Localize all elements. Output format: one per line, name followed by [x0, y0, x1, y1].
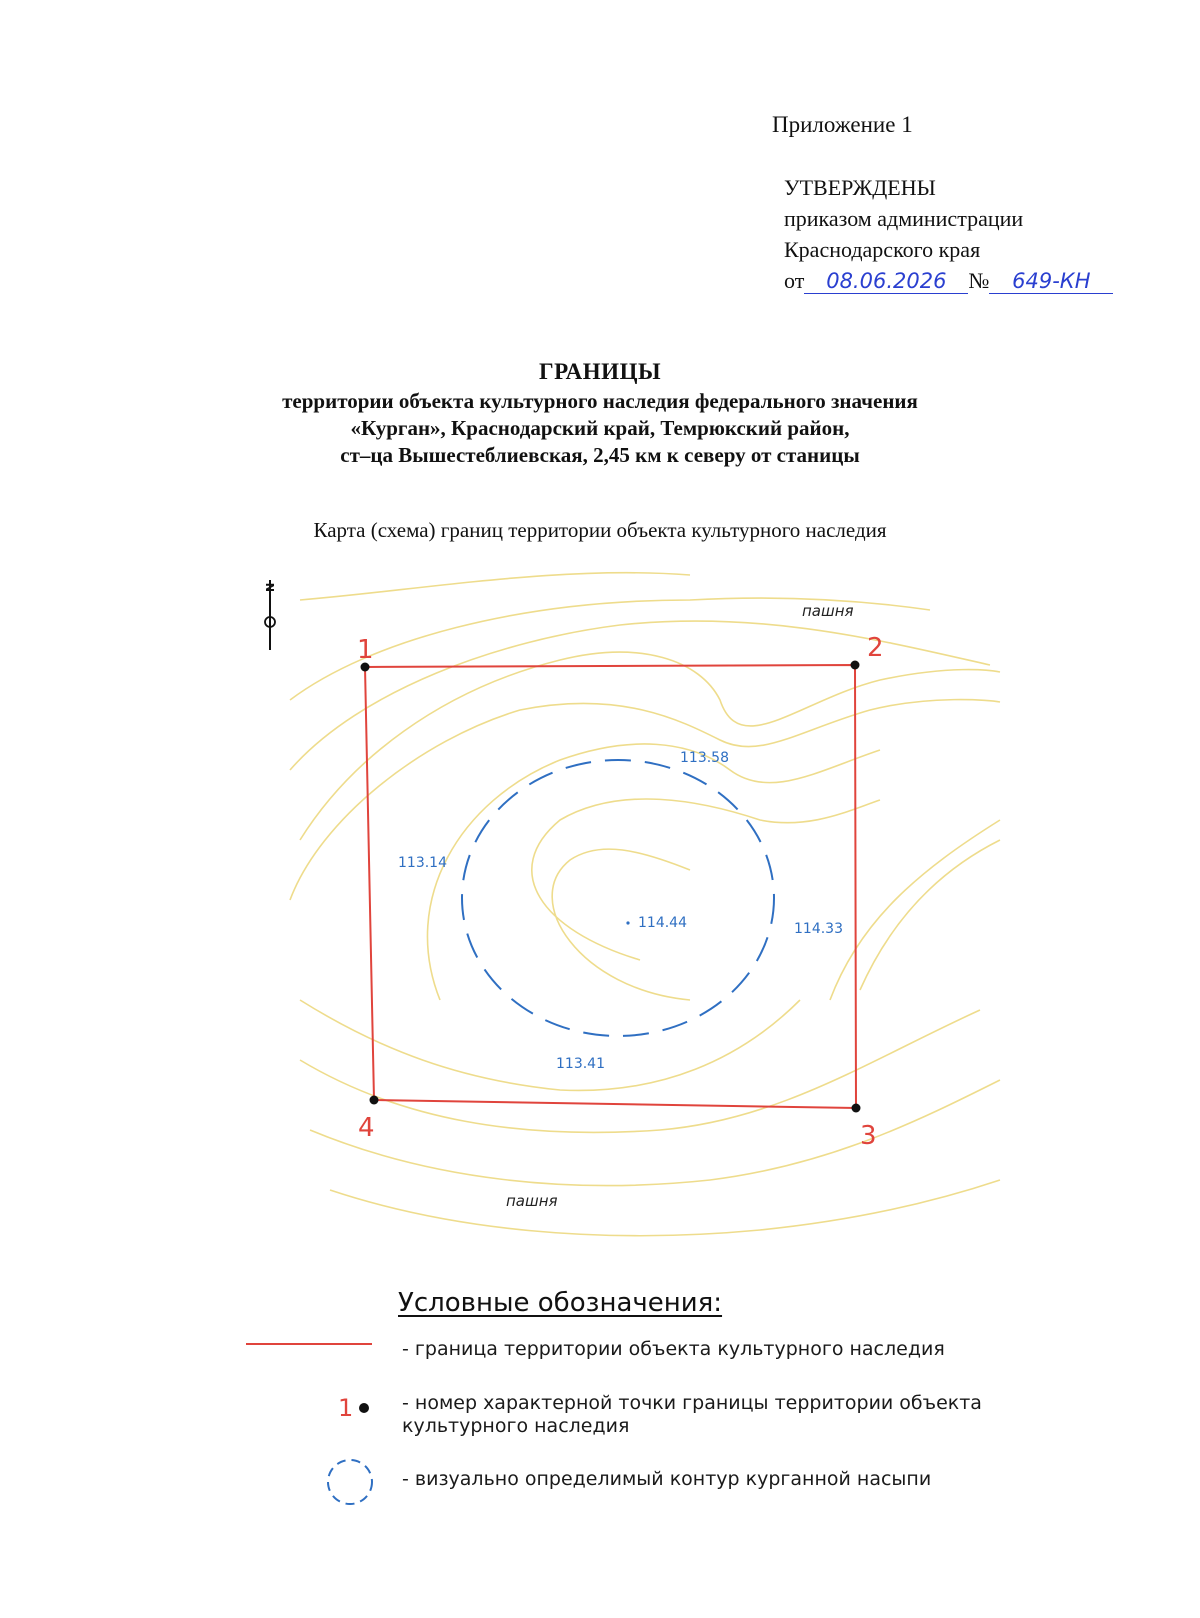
title-line-1: территории объекта культурного наследия федерального значения	[282, 389, 918, 413]
legend-mound-text: - визуально определимый контур курганной насыпи	[402, 1468, 932, 1490]
contour-lines	[290, 573, 1000, 1236]
field-label-bottom: пашня	[506, 1192, 558, 1210]
approved-label: УТВЕРЖДЕНЫ	[784, 175, 936, 200]
order-line: приказом администрации	[784, 206, 1024, 231]
number-sign: №	[968, 268, 990, 293]
boundary-point-3	[852, 1104, 861, 1113]
point-label-3: 3	[860, 1121, 877, 1151]
elevation-marks	[398, 750, 843, 1072]
elevation-center: 114.44	[638, 915, 687, 931]
legend-boundary-text: - граница территории объекта культурного наследия	[402, 1338, 945, 1360]
field-label-top: пашня	[802, 602, 854, 620]
north-letter: N	[264, 582, 277, 592]
legend-point-dot	[359, 1403, 369, 1413]
title-line-3: ст–ца Вышестеблиевская, 2,45 км к северу от станицы	[340, 443, 860, 467]
boundary-polygon	[365, 665, 856, 1108]
date-number-line	[784, 265, 1113, 296]
point-label-2: 2	[867, 633, 884, 663]
field-labels	[506, 602, 854, 1210]
boundary-point-2	[851, 661, 860, 670]
approval-block	[784, 172, 1113, 296]
legend-point-number: 1	[338, 1394, 354, 1422]
appendix-label: Приложение 1	[772, 112, 913, 137]
legend-heading: Условные обозначения:	[398, 1288, 723, 1318]
elevation-south: 113.41	[556, 1056, 605, 1072]
elevation-west: 113.14	[398, 855, 447, 871]
legend-mound-sample	[320, 1452, 380, 1512]
map-caption: Карта (схема) границ территории объекта культурного наследия	[313, 518, 887, 542]
elevation-north: 113.58	[680, 750, 729, 766]
date-prefix: от	[784, 268, 805, 293]
legend-point-text: - номер характерной точки границы территории объекта культурного наследия	[402, 1392, 982, 1437]
north-arrow	[264, 580, 277, 650]
point-label-4: 4	[358, 1113, 375, 1143]
document-title-block	[0, 356, 1200, 469]
title-line-2: «Курган», Краснодарский край, Темрюкский район,	[350, 416, 850, 440]
point-label-1: 1	[357, 635, 374, 665]
boundary-point-4	[370, 1096, 379, 1105]
handwritten-date: 08.06.2026	[804, 269, 968, 294]
boundary-map	[0, 560, 1200, 1280]
legend-dashed-circle	[328, 1460, 372, 1504]
elevation-east: 114.33	[794, 921, 843, 937]
region-line: Краснодарского края	[784, 237, 981, 262]
legend-point-sample	[330, 1390, 390, 1424]
handwritten-number: 649-КН	[989, 269, 1113, 294]
legend-boundary-line	[240, 1330, 380, 1360]
elevation-center-dot	[626, 921, 629, 924]
document-title: ГРАНИЦЫ	[538, 359, 662, 384]
